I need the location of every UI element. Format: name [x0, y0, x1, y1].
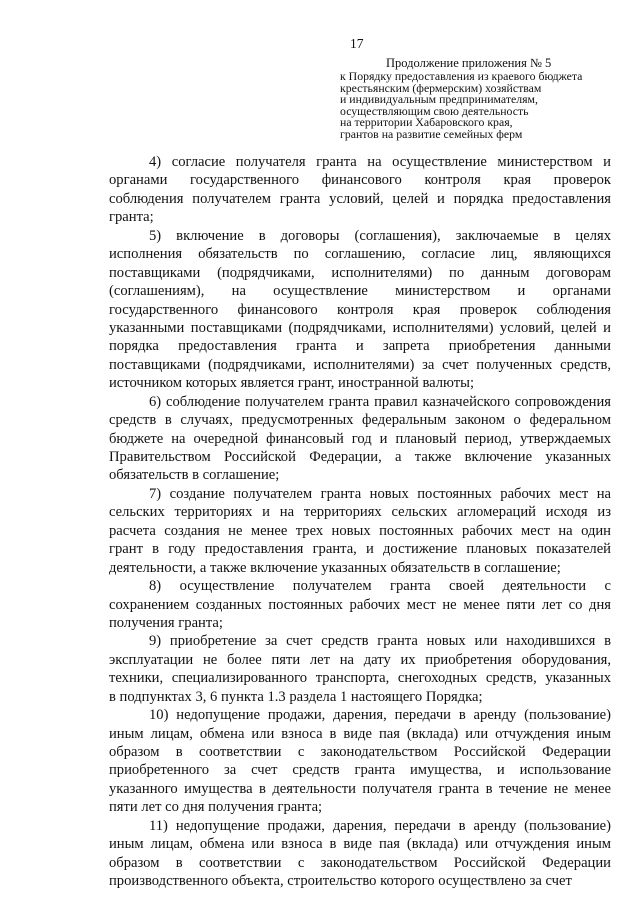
appendix-line: крестьянским (фермерским) хозяйствам — [340, 80, 542, 95]
paragraph-line: 8) осуществление получателем гранта своей деятельности с — [149, 578, 611, 595]
paragraph-line: 11) недопущение продажи, дарения, передачи в аренду (пользование) — [149, 817, 611, 834]
paragraph-line: эксплуатации не более пяти лет на дату их приобретения оборудования, — [109, 651, 611, 668]
paragraph-line: грант в году предоставления гранта, и достижение плановых показателей — [109, 541, 611, 558]
paragraph-line: источником которых является грант, иностранной валюты; — [109, 375, 475, 392]
paragraph — [109, 227, 611, 393]
paragraph-line: 7) создание получателем гранта новых постоянных рабочих мест на — [149, 485, 611, 502]
paragraph-line: поставщиками (подрядчиками, исполнителями) по данным договорам — [109, 264, 611, 281]
appendix-line: и индивидуальным предпринимателям, — [340, 92, 538, 107]
paragraph-line: указанного имущества в деятельности получателя гранта в течение не менее — [109, 780, 611, 797]
paragraph-line: получения гранта; — [109, 614, 223, 631]
paragraph-line: 5) включение в договоры (соглашения), заключаемые в целях — [149, 227, 611, 244]
paragraph — [109, 393, 611, 485]
paragraph-line: 4) согласие получателя гранта на осуществление министерством и — [149, 154, 611, 170]
paragraph-line: образом в соответствии с законодательством Российской Федерации — [109, 854, 611, 871]
paragraph-line: бюджете на очередной финансовый год и плановый период, утверждаемых — [109, 430, 611, 447]
paragraph-line: 6) соблюдение получателем гранта правил казначейского сопровождения — [149, 393, 611, 410]
appendix-continuation: Продолжение приложения № 5 — [386, 56, 552, 70]
paragraph-line: Правительством Российской Федерации, а также включение указанных — [109, 449, 611, 465]
paragraph-line: гранта; — [109, 209, 154, 226]
paragraph-line: соблюдения получателем гранта условий, целей и порядка предоставления — [109, 190, 611, 207]
paragraph-line: иным лицам, обмена или взноса в виде пая (вклада) или отчуждения иным — [109, 836, 611, 853]
paragraph-line: сельских территориях и на территориях сельских агломераций исходя из — [109, 504, 611, 521]
paragraph-line: государственного финансового контроля края проверок соблюдения — [109, 301, 611, 318]
paragraph-line: в подпунктах 3, 6 пункта 1.3 раздела 1 настоящего Порядка; — [109, 688, 483, 705]
document-body — [109, 153, 611, 891]
appendix-line: на территории Хабаровского края, — [340, 115, 513, 130]
paragraph-line: образом в соответствии с законодательством Российской Федерации — [109, 744, 611, 760]
paragraph — [109, 485, 611, 577]
paragraph-line: техники, специализированного транспорта, снегоходных средств, указанных — [109, 670, 611, 687]
appendix-line: осуществляющим свою деятельность — [340, 103, 529, 118]
paragraph-line: деятельности, а также включение указанных обязательств в соглашение; — [109, 559, 561, 576]
page-number: 17 — [350, 36, 364, 51]
paragraph — [109, 632, 611, 706]
paragraph-line: приобретенного за счет средств гранта имущества, и использование — [109, 762, 611, 779]
paragraph-line: 10) недопущение продажи, дарения, передачи в аренду (пользование) — [149, 707, 611, 724]
paragraph-line: (соглашениям), на осуществление министерством и органами — [109, 283, 611, 300]
paragraph-line: обязательств в соглашение; — [109, 467, 280, 484]
paragraph-line: исполнения обязательств по соглашению, согласие лиц, являющихся — [109, 246, 611, 263]
paragraph-line: иным лицам, обмена или взноса в виде пая (вклада) или отчуждения иным — [109, 725, 611, 742]
paragraph — [109, 153, 611, 227]
paragraph-line: средств в случаях, предусмотренных федеральным законом о федеральном — [109, 412, 611, 429]
appendix-line: грантов на развитие семейных ферм — [340, 126, 523, 141]
paragraph-line: производственного объекта, строительство которого осуществлено за счет — [109, 873, 572, 890]
appendix-line: к Порядку предоставления из краевого бюджета — [340, 69, 583, 83]
paragraph-line: сохранением созданных постоянных рабочих мест не менее пяти лет со дня — [109, 596, 611, 613]
paragraph-line: расчета создания не менее трех новых постоянных рабочих мест на один — [109, 522, 611, 539]
paragraph-line: поставщиками (подрядчиками, исполнителями) за счет полученных средств, — [109, 356, 611, 373]
paragraph-line: 9) приобретение за счет средств гранта новых или находившихся в — [149, 633, 611, 650]
paragraph — [109, 706, 611, 817]
appendix-header — [340, 56, 620, 141]
paragraph — [109, 817, 611, 891]
paragraph — [109, 577, 611, 632]
paragraph-line: пяти лет со дня получения гранта; — [109, 799, 323, 816]
paragraph-line: порядка предоставления гранта и запрета приобретения данными — [109, 338, 611, 355]
paragraph-line: органами государственного финансового контроля края проверок — [109, 172, 611, 189]
paragraph-line: указанными поставщиками (подрядчиками, исполнителями) условий, целей и — [109, 319, 611, 336]
